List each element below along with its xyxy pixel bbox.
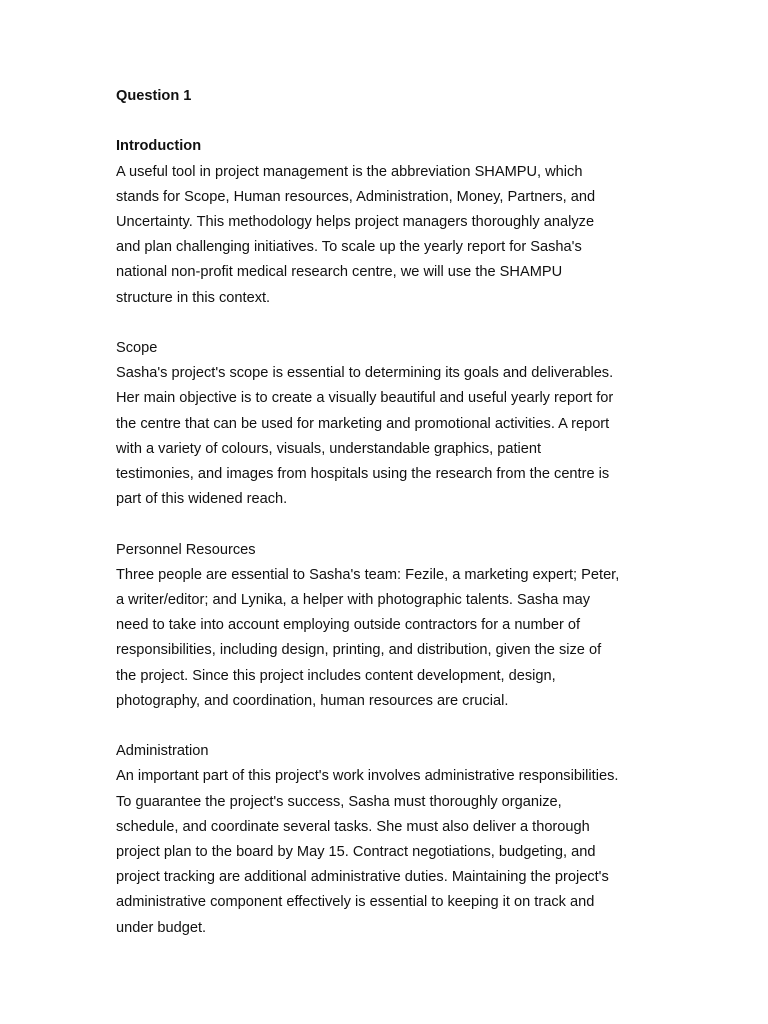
- paragraph-line: a writer/editor; and Lynika, a helper with photographic talents. Sasha may: [116, 592, 591, 609]
- paragraph-line: A useful tool in project management is the abbreviation SHAMPU, which: [116, 163, 583, 180]
- paragraph-line: photography, and coordination, human resources are crucial.: [116, 692, 509, 709]
- paragraph-line: Three people are essential to Sasha's team: Fezile, a marketing expert; Peter,: [116, 566, 620, 583]
- paragraph-line: responsibilities, including design, printing, and distribution, given the size of: [116, 642, 602, 659]
- paragraph-line: stands for Scope, Human resources, Administration, Money, Partners, and: [116, 188, 596, 205]
- section-heading-scope: Scope: [116, 340, 158, 356]
- question-title: Question 1: [116, 88, 192, 104]
- paragraph-line: Her main objective is to create a visually beautiful and useful yearly report for: [116, 390, 614, 407]
- paragraph-line: part of this widened reach.: [116, 491, 288, 508]
- paragraph-line: project plan to the board by May 15. Contract negotiations, budgeting, and: [116, 844, 596, 861]
- paragraph-line: project tracking are additional administrative duties. Maintaining the project's: [116, 869, 609, 886]
- paragraph-line: national non-profit medical research centre, we will use the SHAMPU: [116, 264, 563, 281]
- paragraph-line: testimonies, and images from hospitals using the research from the centre is: [116, 466, 610, 483]
- paragraph-line: and plan challenging initiatives. To scale up the yearly report for Sasha's: [116, 239, 582, 256]
- paragraph-line: Sasha's project's scope is essential to determining its goals and deliverables.: [116, 365, 614, 382]
- document-page: [116, 84, 661, 941]
- paragraph-line: administrative component effectively is essential to keeping it on track and: [116, 894, 595, 911]
- paragraph-line: An important part of this project's work involves administrative responsibilities.: [116, 768, 619, 785]
- paragraph-line: with a variety of colours, visuals, understandable graphics, patient: [116, 440, 542, 457]
- paragraph-line: To guarantee the project's success, Sasha must thoroughly organize,: [116, 793, 562, 810]
- paragraph-line: structure in this context.: [116, 289, 271, 306]
- section-heading-administration: Administration: [116, 743, 209, 760]
- section-heading-personnel-resources: Personnel Resources: [116, 541, 256, 558]
- paragraph-line: the centre that can be used for marketing and promotional activities. A report: [116, 415, 610, 432]
- section-heading-introduction: Introduction: [116, 138, 202, 155]
- section-introduction: [116, 134, 661, 310]
- paragraph-line: Uncertainty. This methodology helps project managers thoroughly analyze: [116, 214, 595, 230]
- paragraph-line: schedule, and coordinate several tasks. She must also deliver a thorough: [116, 818, 590, 835]
- paragraph-line: need to take into account employing outside contractors for a number of: [116, 617, 581, 634]
- paragraph-line: under budget.: [116, 919, 207, 936]
- section-administration: [116, 739, 661, 941]
- paragraph-line: the project. Since this project includes content development, design,: [116, 667, 556, 684]
- section-scope: [116, 336, 661, 512]
- section-personnel-resources: [116, 538, 661, 714]
